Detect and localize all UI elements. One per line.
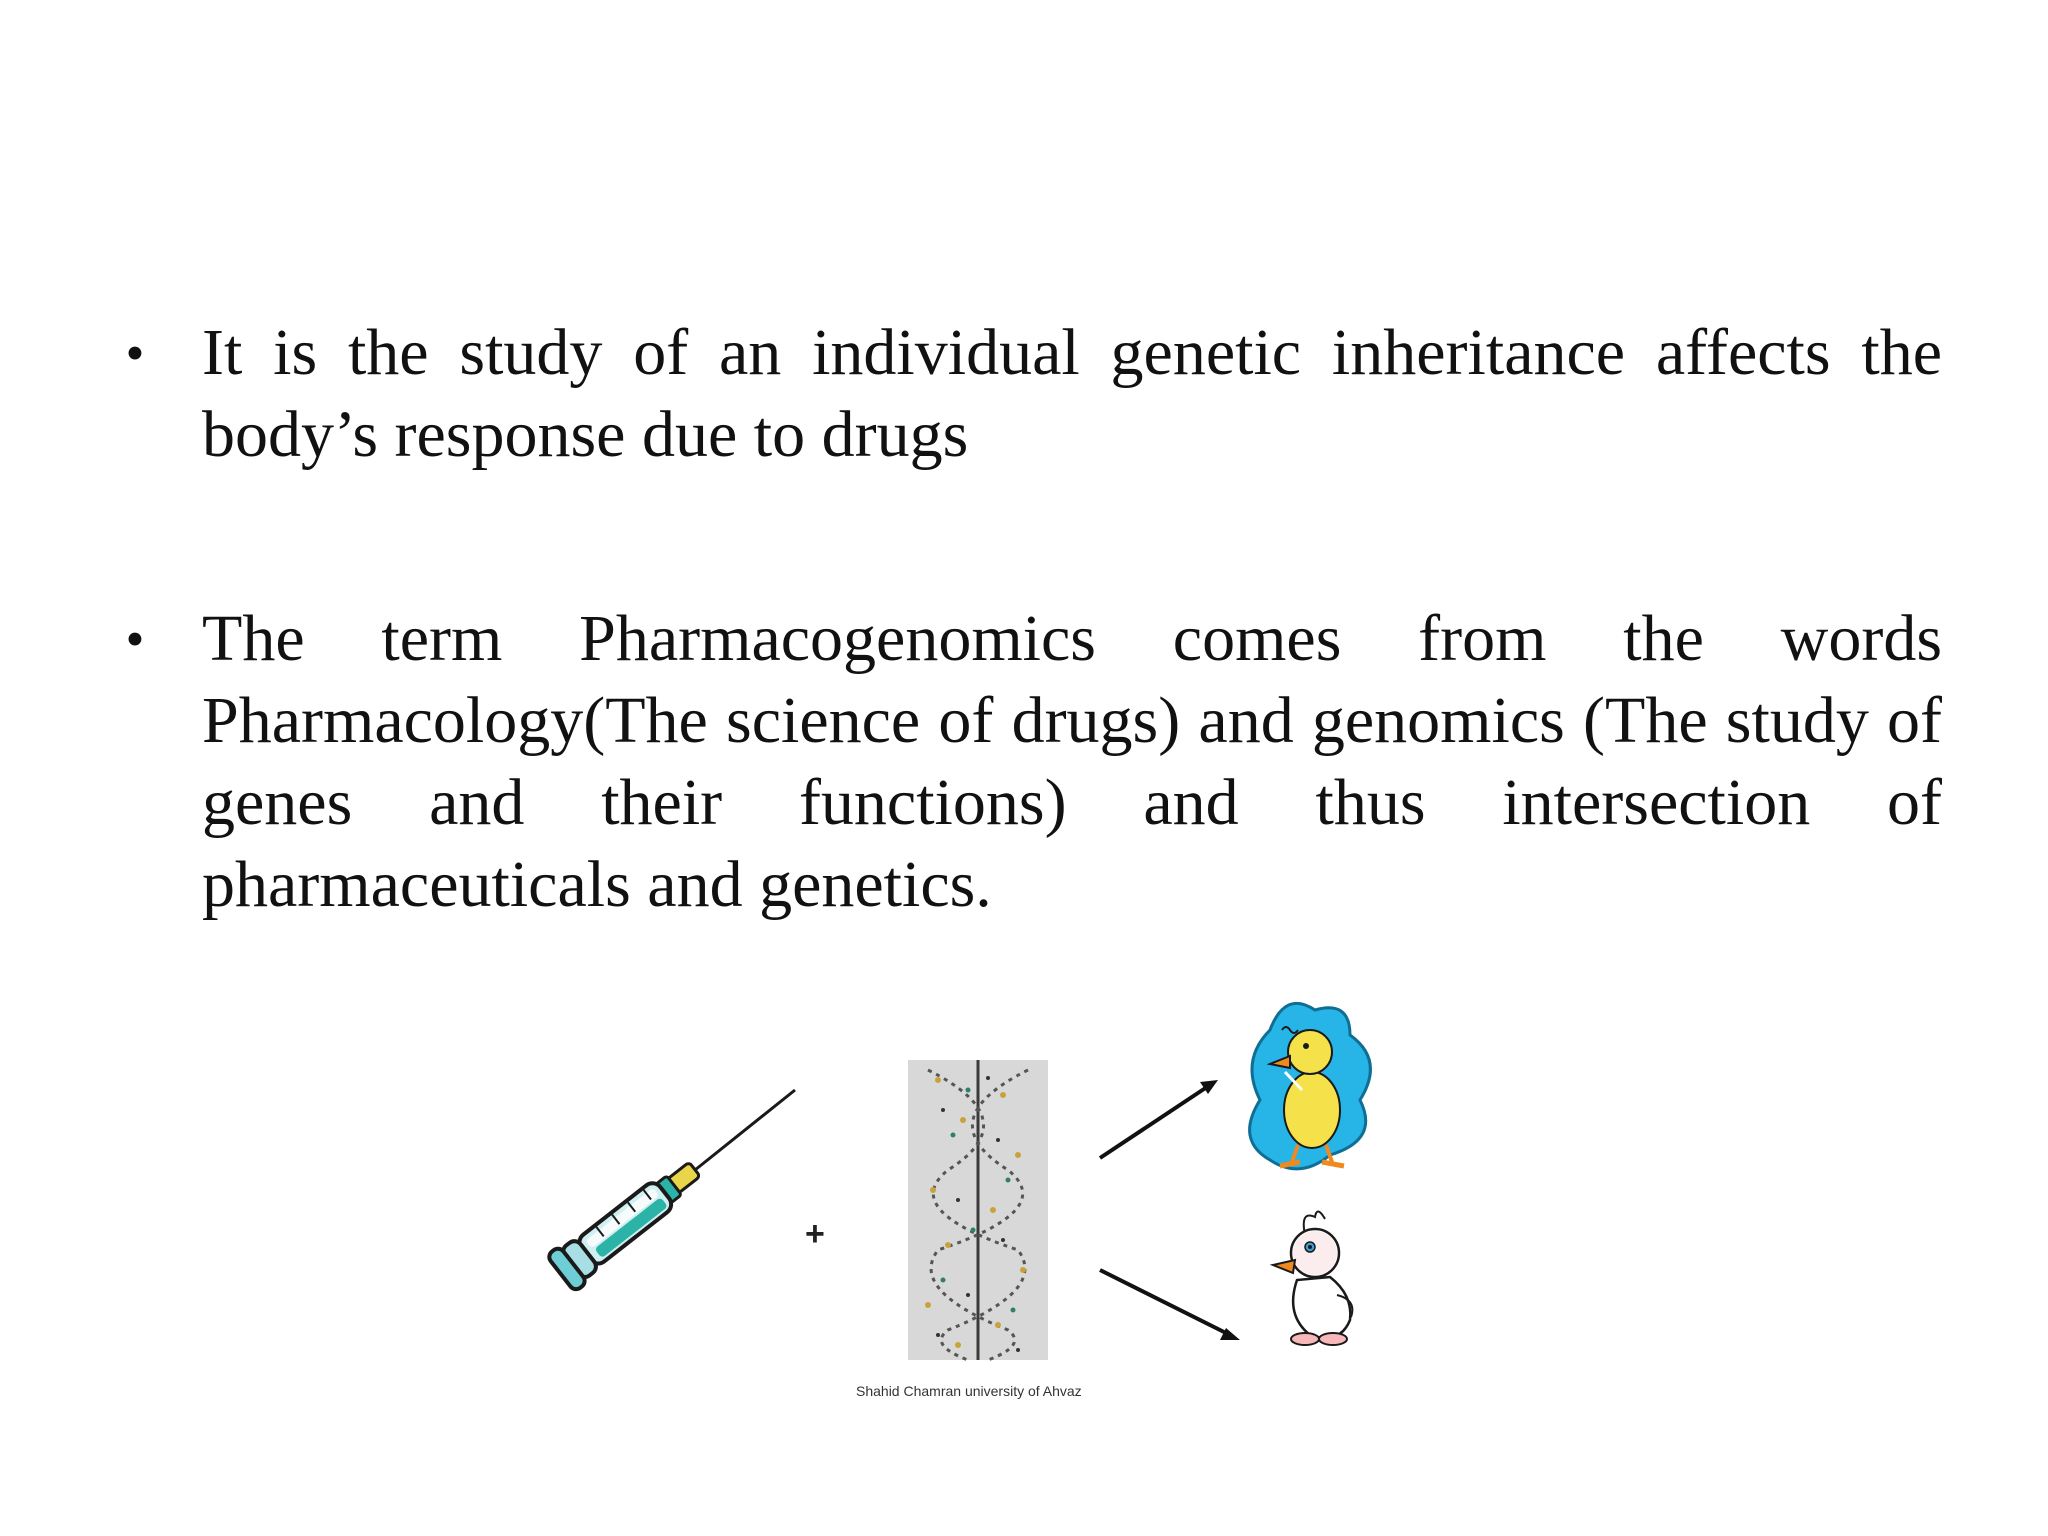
figure-graphic bbox=[540, 990, 1410, 1420]
plus-sign: + bbox=[805, 1215, 825, 1253]
arrow-down-right-icon bbox=[1100, 1270, 1240, 1340]
dna-helix-icon bbox=[908, 1060, 1048, 1360]
bullet-marker: • bbox=[125, 609, 145, 669]
pharmacogenomics-figure bbox=[540, 990, 1410, 1420]
healthy-duckling-icon bbox=[1273, 1211, 1352, 1345]
bullet-marker: • bbox=[125, 323, 145, 383]
figure-caption: Shahid Chamran university of Ahvaz bbox=[856, 1383, 1082, 1399]
bullet-item-definition bbox=[120, 312, 1942, 476]
sick-duck-icon bbox=[1250, 1003, 1371, 1169]
bullet-text: It is the study of an individual genetic inheritance affects the body’s response due to drugs bbox=[202, 316, 1942, 471]
bullet-text: The term Pharmacogenomics comes from the words Pharmacology(The science of drugs) and genomics (The study of genes and their functions) and thus intersection of pharmaceuticals and genetics. bbox=[202, 602, 1942, 921]
arrow-up-right-icon bbox=[1100, 1080, 1218, 1158]
bullet-list bbox=[120, 312, 1942, 926]
syringe-icon bbox=[547, 1090, 795, 1292]
bullet-item-etymology bbox=[120, 598, 1942, 926]
